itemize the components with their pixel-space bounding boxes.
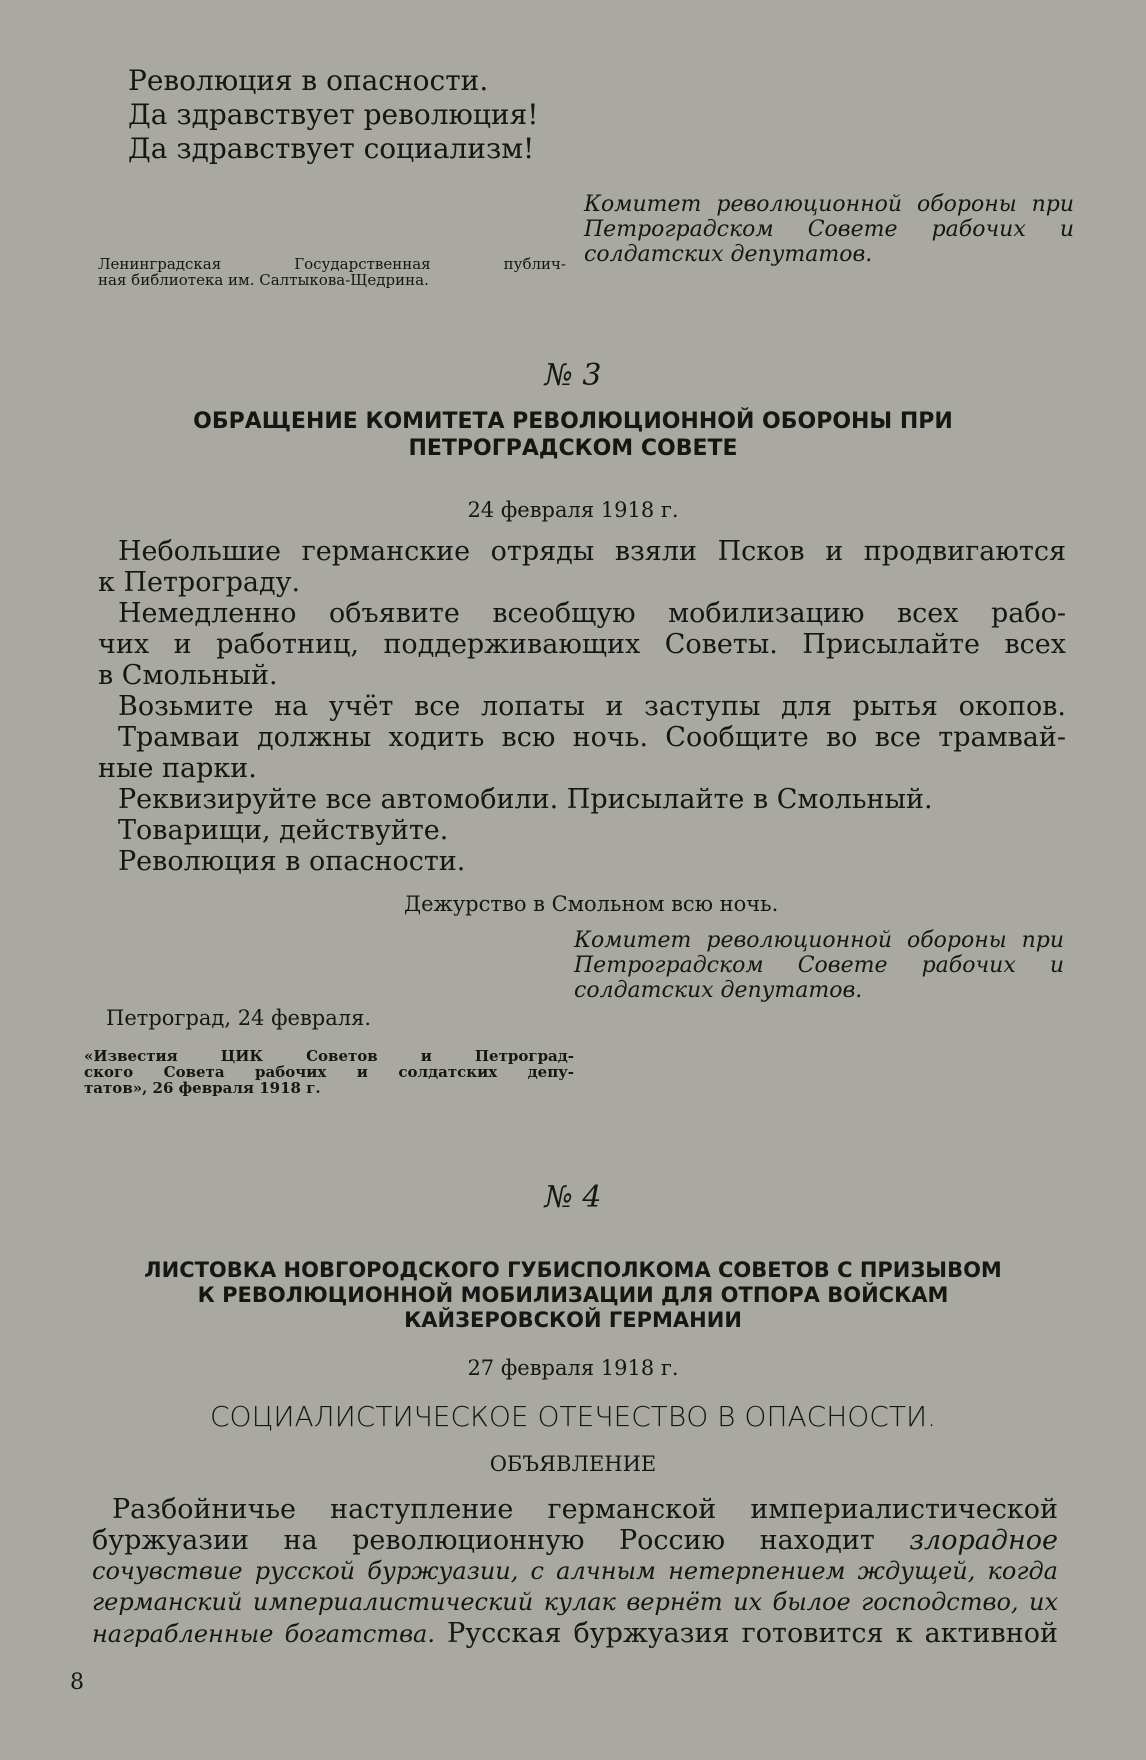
body-line: Возьмите на учёт все лопаты и заступы для рытья окопов.	[118, 691, 1066, 722]
place-date: Петроград, 24 февраля.	[106, 1006, 372, 1030]
signature-line: солдатских депутатов.	[584, 242, 873, 267]
body-line: в Смольный.	[98, 660, 278, 691]
document-body	[92, 1494, 1058, 1650]
leaflet-subheadline: ОБЪЯВЛЕНИЕ	[489, 1452, 657, 1476]
slogan-line: Революция в опасности.	[128, 64, 489, 97]
slogan-line: Да здравствует революция!	[128, 98, 539, 131]
body-line: чих и работниц, поддерживающих Советы. Присылайте всех	[98, 629, 1066, 660]
body-line: Товарищи, действуйте.	[118, 815, 449, 846]
body-line: к Петрограду.	[98, 567, 301, 598]
source-line: татов», 26 февраля 1918 г.	[84, 1079, 321, 1097]
body-line: Разбойничье наступление германской империалистической	[112, 1494, 1058, 1525]
body-text-italic: злорадное	[909, 1525, 1058, 1556]
signature-line: Петроградском Совете рабочих и	[584, 217, 1074, 242]
source-line: Ленинградская Государственная публич-	[98, 255, 566, 273]
committee-signature	[584, 192, 1074, 267]
signature-line: солдатских депутатов.	[574, 978, 863, 1003]
title-line: К РЕВОЛЮЦИОННОЙ МОБИЛИЗАЦИИ ДЛЯ ОТПОРА ВОЙСКАМ	[197, 1283, 949, 1307]
body-line	[92, 1525, 1058, 1556]
duty-note: Дежурство в Смольном всю ночь.	[404, 892, 779, 916]
page-number: 8	[70, 1670, 84, 1695]
leaflet-headline: СОЦИАЛИСТИЧЕСКОЕ ОТЕЧЕСТВО В ОПАСНОСТИ.	[209, 1400, 936, 1433]
title-line: ПЕТРОГРАДСКОМ СОВЕТЕ	[408, 436, 738, 461]
source-line: «Известия ЦИК Советов и Петроград-	[84, 1047, 574, 1065]
body-line	[92, 1618, 1058, 1650]
document-number: № 3	[544, 358, 602, 393]
body-line: Реквизируйте все автомобили. Присылайте в Смольный.	[118, 784, 933, 815]
body-text-italic: награбленные богатства.	[92, 1620, 435, 1648]
committee-signature	[574, 928, 1064, 1003]
body-line: ные парки.	[98, 753, 257, 784]
document-date: 27 февраля 1918 г.	[467, 1356, 679, 1380]
body-line: Трамваи должны ходить всю ночь. Сообщите во все трамвай-	[118, 722, 1066, 753]
body-text: буржуазии на революционную Россию находит	[92, 1525, 875, 1556]
document-title	[0, 1258, 1146, 1333]
title-line: КАЙЗЕРОВСКОЙ ГЕРМАНИИ	[404, 1308, 742, 1332]
signature-line: Комитет революционной обороны при	[574, 928, 1064, 953]
title-line: ОБРАЩЕНИЕ КОМИТЕТА РЕВОЛЮЦИОННОЙ ОБОРОНЫ ПРИ	[193, 409, 953, 434]
signature-line: Петроградском Совете рабочих и	[574, 953, 1064, 978]
body-text: Русская буржуазия готовится к активной	[447, 1618, 1058, 1649]
title-line: ЛИСТОВКА НОВГОРОДСКОГО ГУБИСПОЛКОМА СОВЕТОВ С ПРИЗЫВОМ	[144, 1258, 1002, 1282]
source-note	[84, 1048, 574, 1096]
body-line: германский империалистический кулак вернёт их былое господство, их	[92, 1588, 1058, 1616]
document-title	[0, 408, 1146, 462]
body-line: Революция в опасности.	[118, 846, 466, 877]
document-body	[98, 536, 1066, 877]
document-date: 24 февраля 1918 г.	[467, 498, 679, 522]
body-line: Небольшие германские отряды взяли Псков и продвигаются	[118, 536, 1066, 567]
document-number: № 4	[544, 1180, 602, 1215]
source-note	[98, 256, 566, 288]
body-line: Немедленно объявите всеобщую мобилизацию всех рабо-	[118, 598, 1066, 629]
source-line: ского Совета рабочих и солдатских депу-	[84, 1063, 574, 1081]
slogans-block	[128, 64, 538, 166]
signature-line: Комитет революционной обороны при	[584, 192, 1074, 217]
slogan-line: Да здравствует социализм!	[128, 132, 535, 165]
body-line: сочувствие русской буржуазии, с алчным нетерпением ждущей, когда	[92, 1557, 1058, 1585]
source-line: ная библиотека им. Салтыкова-Щедрина.	[98, 271, 429, 289]
